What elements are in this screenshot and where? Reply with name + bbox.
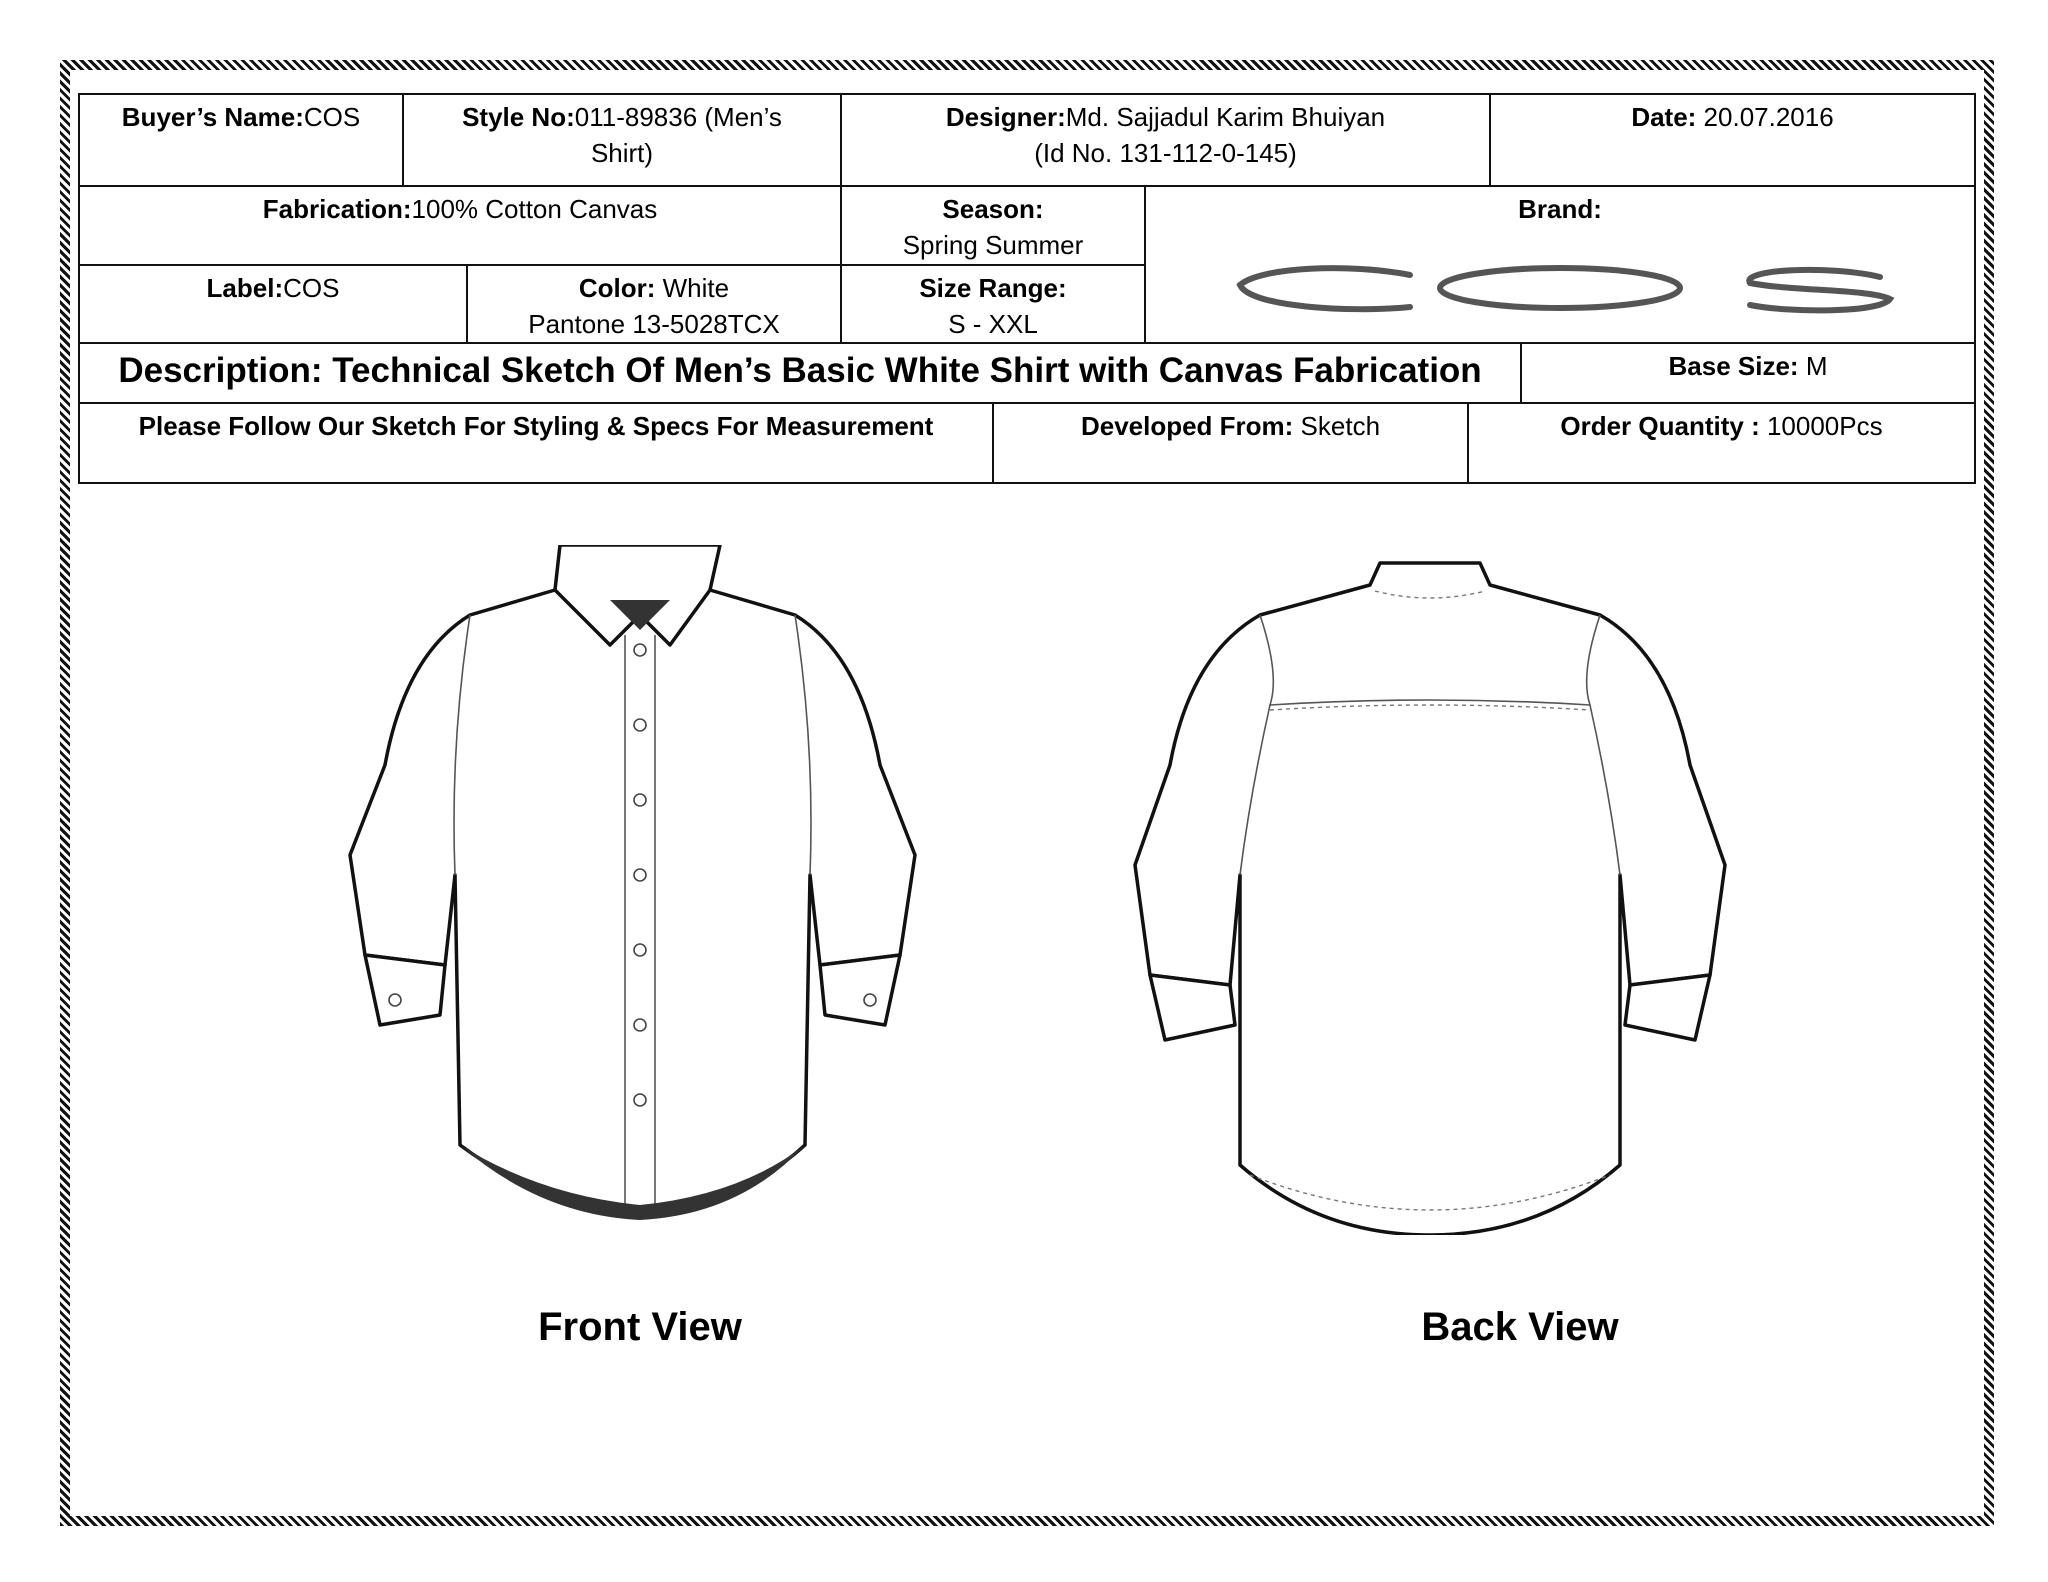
developed-from-label: Developed From: [1080,411,1294,441]
buyer-value: COS [303,102,361,132]
brand-label: Brand: [1518,194,1602,224]
size-range-value: S - XXL [948,309,1038,339]
developed-from-cell [992,402,1469,484]
logo-letter-o [1440,268,1680,308]
date-value: 20.07.2016 [1696,102,1834,132]
buyer-cell [78,93,404,187]
color-value: White [655,273,730,303]
label-cell [78,264,468,344]
front-view-label: Front View [538,1305,742,1349]
fabrication-cell [78,185,842,266]
instructions-cell [78,402,994,484]
logo-letter-c [1240,268,1410,309]
base-size-cell [1520,342,1976,404]
front-body-outline [350,585,915,1215]
back-right-cuff [1625,975,1710,1040]
label-label: Label: [206,273,284,303]
order-quantity-label: Order Quantity : [1560,411,1760,441]
front-left-cuff-button [389,994,401,1006]
fabrication-label: Fabrication: [262,194,412,224]
size-range-label: Size Range: [919,273,1067,303]
fabrication-value: 100% Cotton Canvas [411,194,658,224]
base-size-label: Base Size: [1668,351,1799,381]
front-right-cuff [820,955,900,1025]
description-text: Description: Technical Sketch Of Men’s Basic White Shirt with Canvas Fabrication [118,351,1482,390]
date-label: Date: [1631,102,1697,132]
designer-id: (Id No. 131-112-0-145) [1034,138,1297,168]
back-left-cuff [1150,975,1235,1040]
season-cell [840,185,1146,266]
order-quantity-cell [1467,402,1976,484]
order-quantity-value: 10000Pcs [1759,411,1883,441]
description-cell [78,342,1522,404]
instructions-text: Please Follow Our Sketch For Styling & Specs For Measurement [138,411,934,441]
base-size-value: M [1798,351,1828,381]
color-cell [466,264,842,344]
style-value: 011-89836 (Men’s Shirt) [574,102,782,168]
color-label: Color: [578,273,656,303]
style-cell [402,93,842,187]
designer-cell [840,93,1491,187]
back-view-label: Back View [1421,1305,1619,1349]
date-cell [1489,93,1976,187]
size-range-cell [840,264,1146,344]
cos-logo [1230,255,1910,325]
buyer-label: Buyer’s Name: [121,102,304,132]
designer-label: Designer: [945,102,1066,132]
season-value: Spring Summer [902,230,1084,260]
label-value: COS [283,273,340,303]
style-label: Style No: [462,102,575,132]
front-view-sketch [300,545,980,1235]
pantone-value: Pantone 13-5028TCX [528,309,780,339]
back-body-outline [1135,563,1725,1235]
front-left-cuff [365,955,445,1025]
developed-from-value: Sketch [1293,411,1381,441]
front-right-cuff-button [864,994,876,1006]
designer-value: Md. Sajjadul Karim Bhuiyan [1065,102,1386,132]
back-view-sketch [1080,545,1780,1235]
season-label: Season: [942,194,1044,224]
logo-letter-s [1749,270,1890,311]
